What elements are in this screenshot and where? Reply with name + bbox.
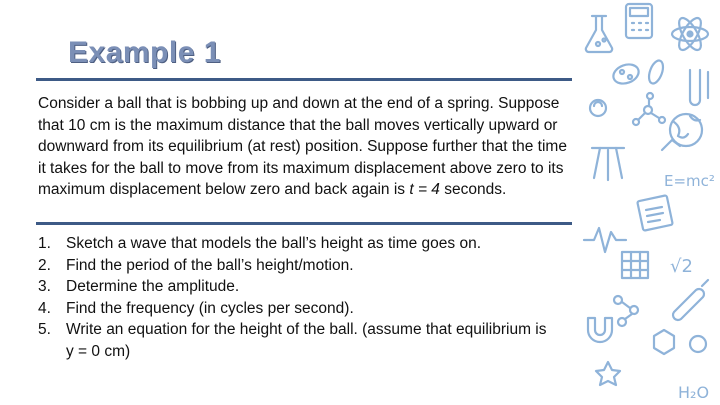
task-number: 3.	[38, 278, 51, 296]
section-divider	[36, 222, 572, 225]
calculator-icon	[626, 4, 652, 38]
title-divider	[36, 78, 572, 81]
task-text: Sketch a wave that models the ball’s height as time goes on.	[66, 235, 482, 252]
atom-icon	[672, 15, 708, 53]
task-text: Write an equation for the height of the ball. (assume that equilibrium is y = 0 cm)	[66, 321, 547, 360]
molecule-chain-icon	[614, 296, 638, 326]
molecule-icon	[590, 93, 665, 125]
flask-icon	[586, 16, 612, 52]
task-number: 5.	[38, 321, 51, 339]
notepad-icon	[637, 195, 673, 231]
paragraph-time-expression: t = 4	[409, 181, 440, 199]
task-number: 2.	[38, 256, 51, 274]
slide-title: Example 1	[68, 36, 221, 69]
wave-icon	[584, 228, 626, 252]
star-icon	[596, 362, 620, 385]
task-item	[38, 276, 558, 298]
hexagon-icon	[654, 330, 706, 354]
root-label	[670, 256, 693, 277]
task-text: Find the period of the ball’s height/motion.	[66, 256, 354, 274]
task-number: 4.	[38, 299, 51, 317]
thermometer-icon	[673, 280, 708, 320]
problem-paragraph	[38, 93, 578, 201]
svg-text:H₂O: H₂O	[678, 383, 710, 402]
task-list	[38, 233, 558, 363]
magnet-icon	[588, 318, 612, 342]
svg-text:E=mc²: E=mc²	[664, 172, 715, 190]
chart-grid-icon	[622, 252, 648, 278]
svg-text:√2: √2	[670, 256, 693, 277]
task-item	[38, 233, 558, 255]
water-formula-label	[678, 383, 709, 402]
formula-label	[664, 172, 715, 190]
globe-icon	[662, 114, 702, 150]
paragraph-text-end: seconds.	[439, 181, 507, 199]
test-tube-icon	[592, 70, 708, 180]
science-doodles	[578, 0, 720, 405]
task-item	[38, 298, 558, 320]
task-item	[38, 255, 558, 277]
task-item	[38, 319, 558, 362]
task-number: 1.	[38, 235, 51, 252]
paragraph-text: Consider a ball that is bobbing up and down at the end of a spring. Suppose that 10 cm is the maximum distance that the ball moves vertically upward or downward from its equilibrium (at rest) position. Suppose further that the time it takes for the ball to move from its maximum displacement above zero to its maximum displacement below zero and back again is	[38, 95, 567, 199]
bacteria-icon	[611, 59, 666, 87]
task-text: Find the frequency (in cycles per second).	[66, 299, 354, 317]
task-text: Determine the amplitude.	[66, 278, 240, 296]
